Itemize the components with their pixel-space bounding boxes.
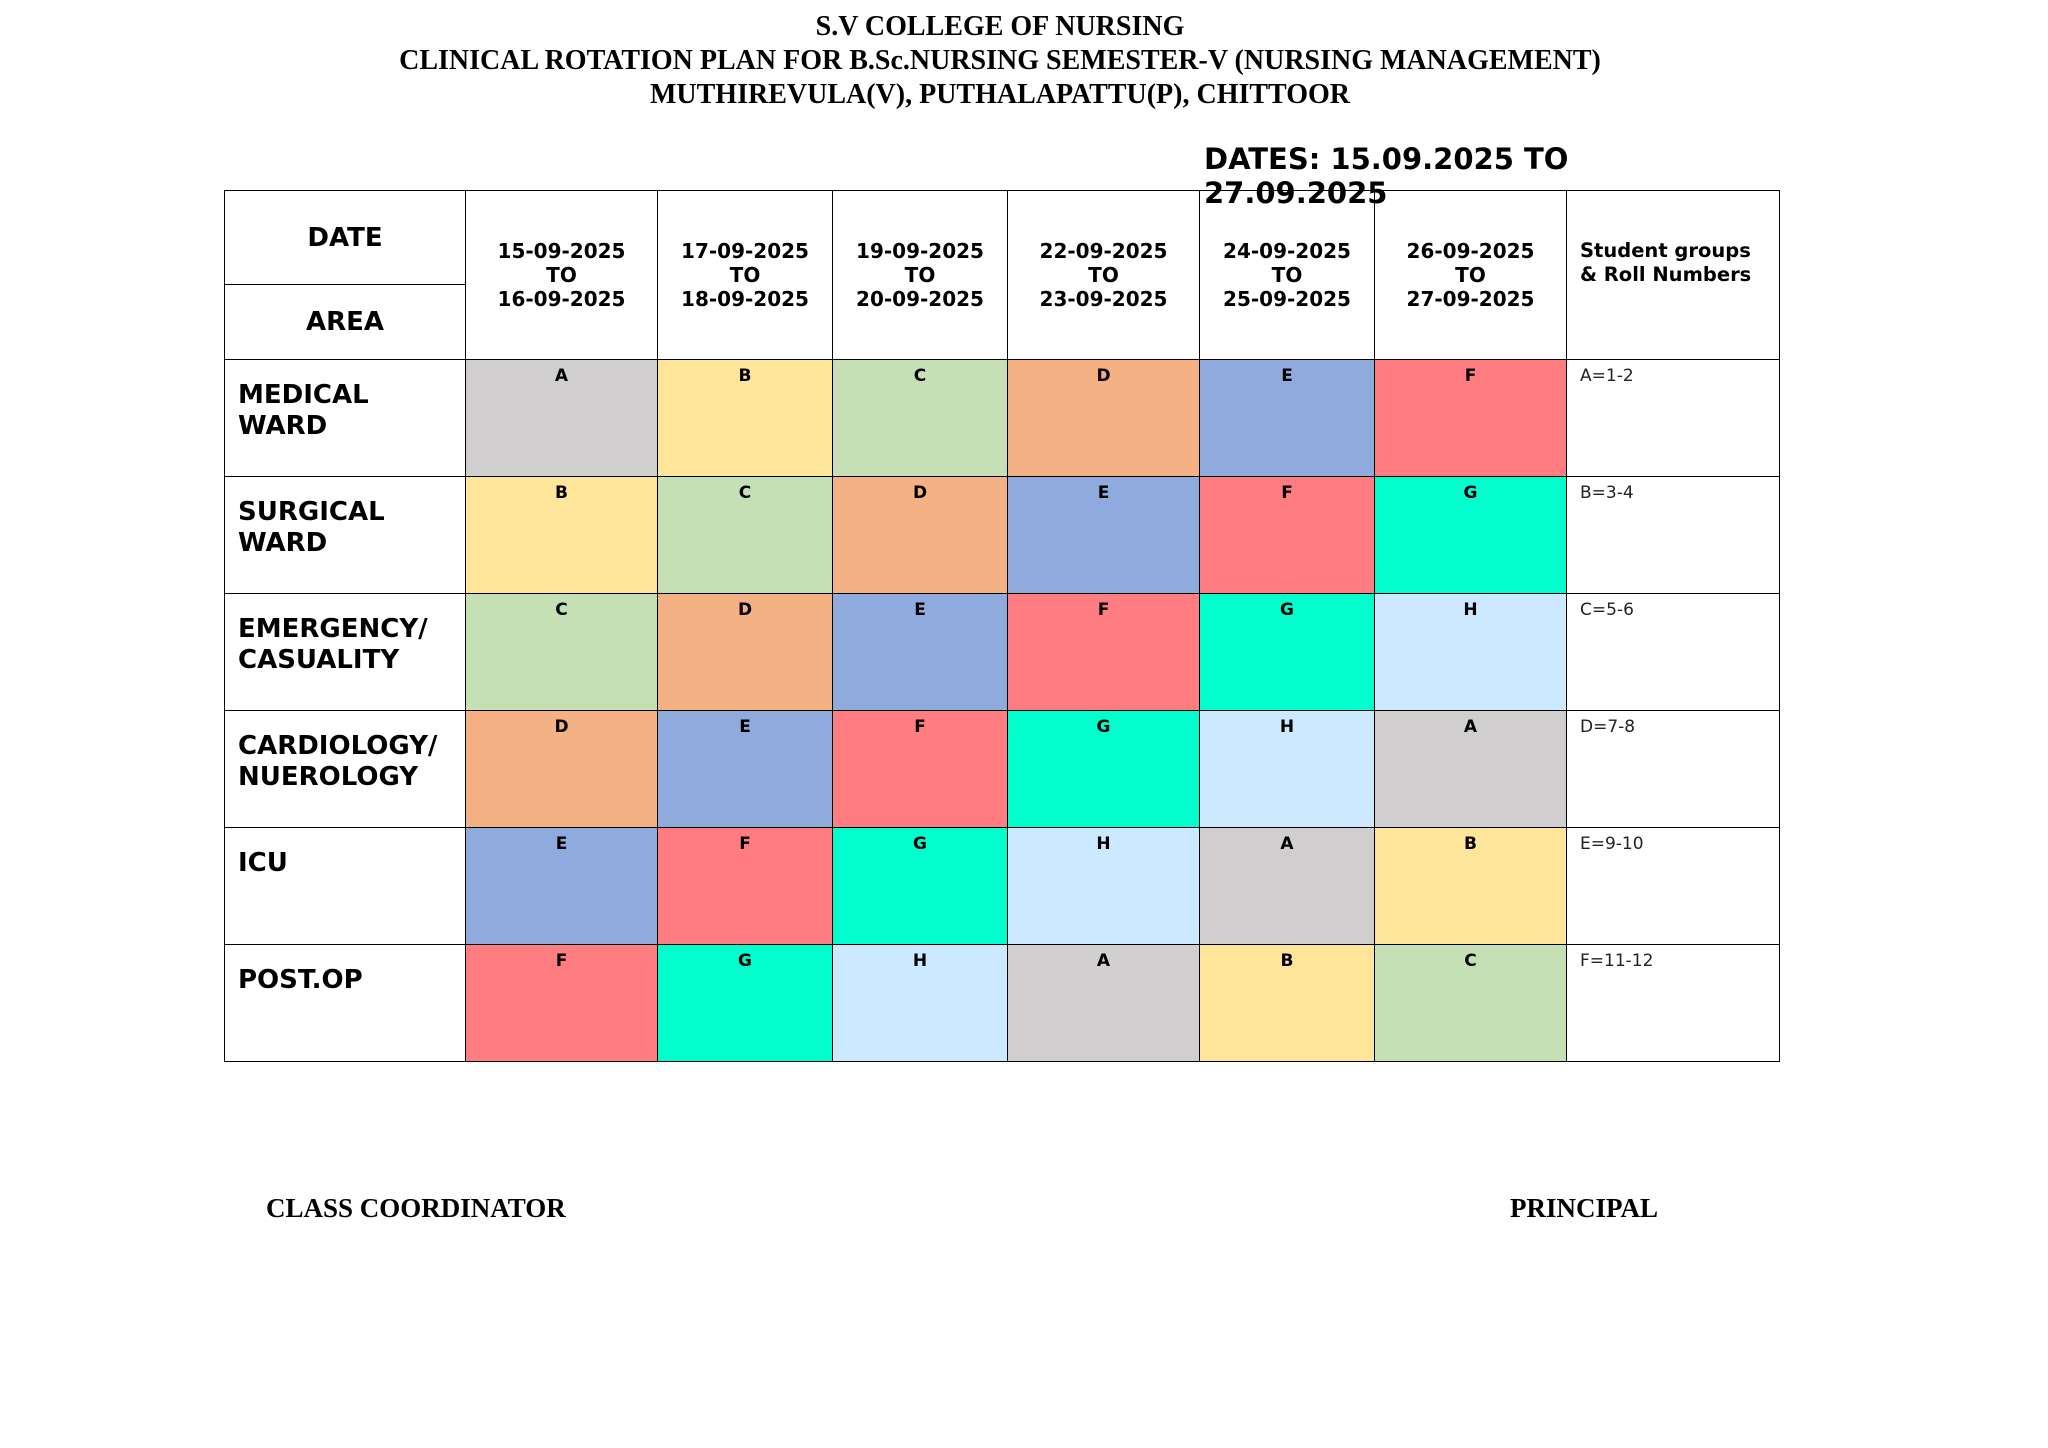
area-label: NUEROLOGY — [238, 762, 419, 792]
date-to-word: TO — [729, 263, 761, 287]
date-from: 19-09-2025 — [856, 239, 984, 263]
area-cell — [225, 828, 466, 945]
roll-number-cell: F=11-12 — [1567, 945, 1780, 1062]
group-cell: E — [466, 828, 658, 945]
group-cell: B — [658, 360, 833, 477]
date-to-word: TO — [904, 263, 936, 287]
group-cell: E — [1200, 360, 1375, 477]
date-to: 16-09-2025 — [497, 287, 626, 311]
group-cell: G — [1008, 711, 1200, 828]
date-column-1 — [466, 191, 658, 360]
date-column-4 — [1008, 191, 1200, 360]
date-to-word: TO — [546, 263, 577, 287]
principal-signature: PRINCIPAL — [1510, 1193, 1658, 1223]
area-cell — [225, 711, 466, 828]
date-column-3 — [833, 191, 1008, 360]
class-coordinator-signature: CLASS COORDINATOR — [266, 1193, 566, 1223]
group-cell: H — [1008, 828, 1200, 945]
college-name: S.V COLLEGE OF NURSING — [815, 11, 1185, 42]
table-header-row — [225, 191, 1780, 360]
group-cell: G — [833, 828, 1008, 945]
date-from: 15-09-2025 — [497, 239, 626, 263]
date-to: 18-09-2025 — [681, 287, 809, 311]
roll-number-cell: E=9-10 — [1567, 828, 1780, 945]
date-to: 25-09-2025 — [1223, 287, 1351, 311]
date-to-word: TO — [1271, 263, 1303, 287]
group-cell: D — [833, 477, 1008, 594]
group-cell: A — [1200, 828, 1375, 945]
date-to: 27-09-2025 — [1406, 287, 1535, 311]
area-label: WARD — [238, 411, 328, 441]
area-label: ICU — [238, 848, 288, 878]
group-cell: G — [1375, 477, 1567, 594]
roll-number-cell: B=3-4 — [1567, 477, 1780, 594]
date-from: 17-09-2025 — [681, 239, 809, 263]
area-label: CARDIOLOGY/ — [238, 731, 438, 761]
date-column-2 — [658, 191, 833, 360]
group-cell: H — [1375, 594, 1567, 711]
date-to-word: TO — [1088, 263, 1119, 287]
group-cell: F — [1200, 477, 1375, 594]
area-label: CASUALITY — [238, 645, 400, 675]
group-cell: E — [833, 594, 1008, 711]
group-cell: C — [1375, 945, 1567, 1062]
group-cell: C — [658, 477, 833, 594]
group-cell: G — [658, 945, 833, 1062]
student-groups-header — [1567, 191, 1780, 360]
group-cell: H — [1200, 711, 1375, 828]
group-cell: B — [466, 477, 658, 594]
group-cell: C — [833, 360, 1008, 477]
group-cell: E — [658, 711, 833, 828]
document-header — [0, 10, 2000, 112]
table-row — [225, 828, 1780, 945]
table-row — [225, 711, 1780, 828]
group-cell: C — [466, 594, 658, 711]
area-cell — [225, 477, 466, 594]
date-to-word: TO — [1455, 263, 1486, 287]
group-cell: F — [1008, 594, 1200, 711]
dates-range: DATES: 15.09.2025 TO 27.09.2025 — [1204, 142, 1569, 210]
group-cell: E — [1008, 477, 1200, 594]
group-cell: A — [1008, 945, 1200, 1062]
group-cell: D — [466, 711, 658, 828]
date-column-5 — [1200, 191, 1375, 360]
roll-number-cell: A=1-2 — [1567, 360, 1780, 477]
group-cell: H — [833, 945, 1008, 1062]
groups-header-line: & Roll Numbers — [1580, 263, 1752, 286]
college-address: MUTHIREVULA(V), PUTHALAPATTU(P), CHITTOOR — [649, 79, 1350, 110]
area-label: MEDICAL — [238, 380, 369, 410]
roll-number-cell: D=7-8 — [1567, 711, 1780, 828]
group-cell: F — [466, 945, 658, 1062]
roll-number-cell: C=5-6 — [1567, 594, 1780, 711]
area-label: SURGICAL — [238, 497, 385, 527]
area-cell — [225, 594, 466, 711]
corner-cell — [225, 191, 466, 360]
area-label: WARD — [238, 528, 328, 558]
group-cell: A — [1375, 711, 1567, 828]
group-cell: D — [1008, 360, 1200, 477]
group-cell: F — [658, 828, 833, 945]
area-cell — [225, 945, 466, 1062]
group-cell: D — [658, 594, 833, 711]
group-cell: F — [1375, 360, 1567, 477]
date-column-6 — [1375, 191, 1567, 360]
area-label: EMERGENCY/ — [238, 614, 428, 644]
table-row — [225, 360, 1780, 477]
group-cell: B — [1375, 828, 1567, 945]
date-header: DATE — [225, 191, 465, 285]
date-to: 20-09-2025 — [856, 287, 984, 311]
group-cell: A — [466, 360, 658, 477]
area-label: POST.OP — [238, 965, 363, 995]
rotation-table — [224, 190, 1780, 1062]
table-row — [225, 477, 1780, 594]
area-cell — [225, 360, 466, 477]
date-from: 24-09-2025 — [1223, 239, 1351, 263]
plan-title: CLINICAL ROTATION PLAN FOR B.Sc.NURSING SEMESTER-V (NURSING MANAGEMENT) — [399, 45, 1601, 76]
group-cell: F — [833, 711, 1008, 828]
table-row — [225, 945, 1780, 1062]
date-from: 26-09-2025 — [1406, 239, 1535, 263]
table-row — [225, 594, 1780, 711]
group-cell: B — [1200, 945, 1375, 1062]
date-to: 23-09-2025 — [1039, 287, 1168, 311]
groups-header-line: Student groups — [1580, 239, 1751, 262]
area-header: AREA — [305, 307, 385, 337]
group-cell: G — [1200, 594, 1375, 711]
date-from: 22-09-2025 — [1039, 239, 1168, 263]
